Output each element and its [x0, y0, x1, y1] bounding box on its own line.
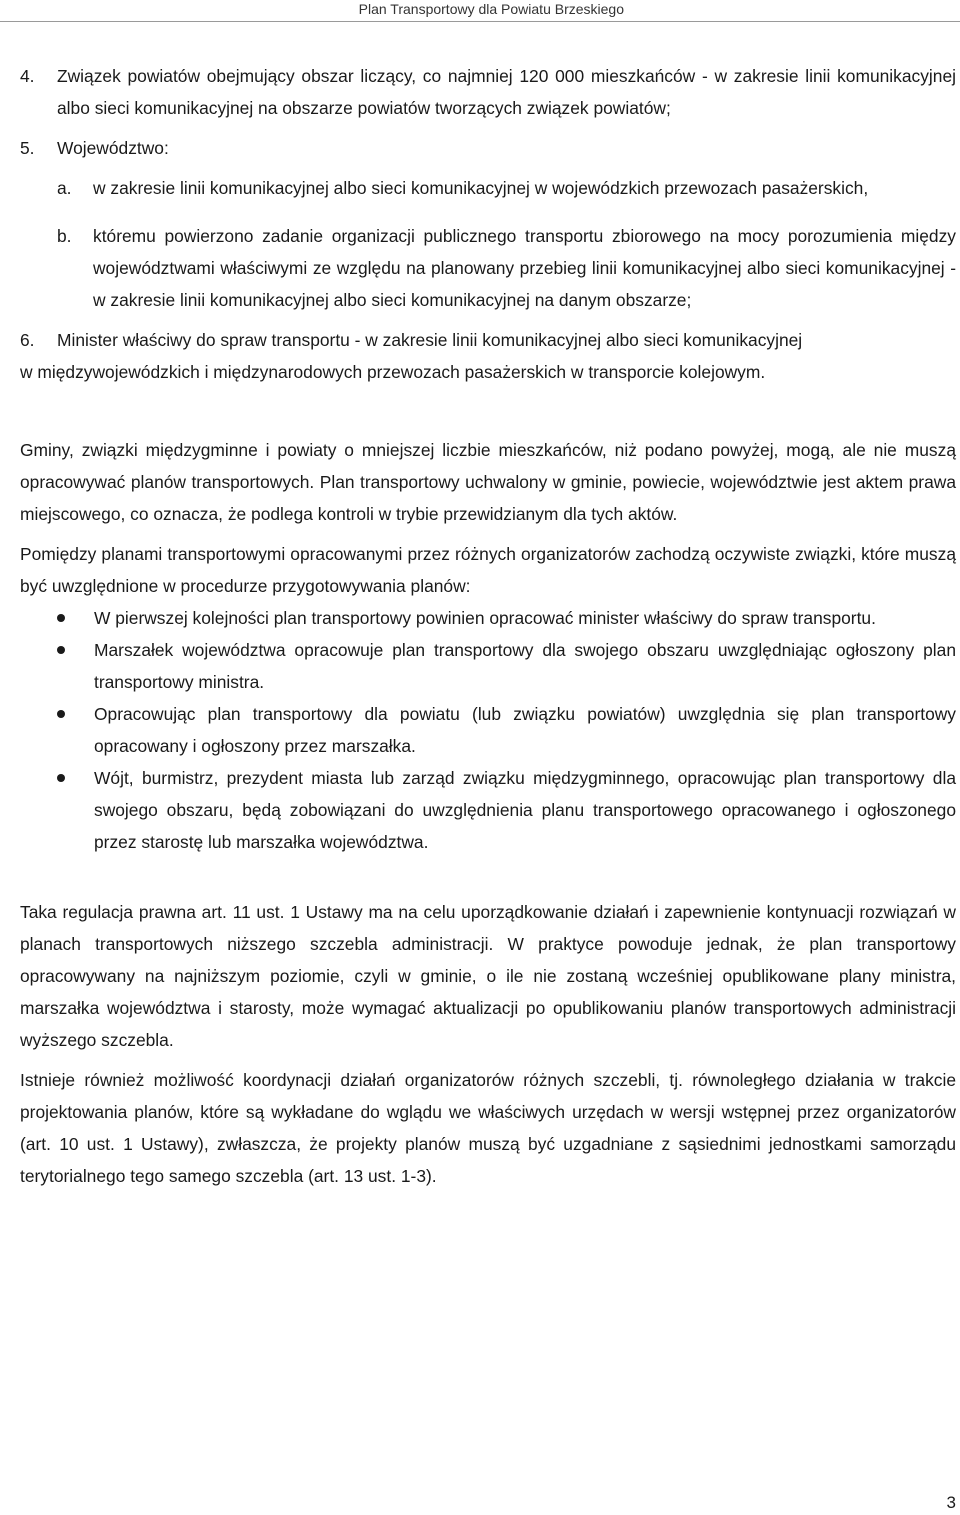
- sub-item-b: [57, 220, 956, 316]
- bullet-item-1: [40, 602, 956, 634]
- page-number: 3: [946, 1493, 956, 1512]
- list-text: [57, 324, 956, 356]
- bullet-icon: [40, 762, 94, 858]
- bullet-text: Wójt, burmistrz, prezydent miasta lub zarząd związku międzygminnego, opracowując plan transportowy dla swojego obszaru, będą zobowiązani do uwzględnienia planu transportowego opracowanego i ogłoszonego przez starostę lub marszałka województwa.: [94, 768, 956, 852]
- page-header: [0, 0, 960, 22]
- bullet-icon: [40, 698, 94, 762]
- bullet-item-2: [40, 634, 956, 698]
- bullet-icon: [40, 602, 94, 634]
- list-text-line1: Minister właściwy do spraw transportu - w zakresie linii komunikacyjnej albo sieci komunikacyjnej: [57, 330, 803, 350]
- list-number: 5.: [20, 138, 35, 158]
- bullet-item-4: [40, 762, 956, 858]
- list-number: 4.: [20, 66, 35, 86]
- sub-letter: b.: [57, 226, 72, 246]
- sub-text: któremu powierzono zadanie organizacji publicznego transportu zbiorowego na mocy porozumienia między województwami właściwymi ze względu na planowany przebieg linii komunikacyjnej albo sieci komunikacyjnej - w zakresie linii komunikacyjnej albo sieci komunikacyjnej na danym obszarze;: [93, 226, 956, 310]
- list-item-5: [20, 132, 956, 164]
- sub-letter: a.: [57, 178, 72, 198]
- paragraph-4: Istnieje również możliwość koordynacji działań organizatorów różnych szczebli, tj. równoległego działania w trakcie projektowania planów, które są wykładane do wglądu we właściwych urzędach w wersji wstępnej przez organizatorów (art. 10 ust. 1 Ustawy), zwłaszcza, że projekty planów muszą być uzgadniane z sąsiednimi jednostkami samorządu terytorialnego tego samego szczebla (art. 13 ust. 1-3).: [20, 1070, 956, 1186]
- list-text: Związek powiatów obejmujący obszar liczący, co najmniej 120 000 mieszkańców - w zakresie linii komunikacyjnej albo sieci komunikacyjnej na obszarze powiatów tworzących związek powiatów;: [57, 66, 956, 118]
- bullet-text: Opracowując plan transportowy dla powiatu (lub związku powiatów) uwzględnia się plan transportowy opracowany i ogłoszony przez marszałka.: [94, 704, 956, 756]
- list-number: 6.: [20, 330, 35, 350]
- bullet-text: Marszałek województwa opracowuje plan transportowy dla swojego obszaru uwzględniając ogłoszony plan transportowy ministra.: [94, 640, 956, 692]
- list-item-6: [20, 324, 956, 356]
- sub-item-a: [57, 172, 956, 204]
- document-body: [20, 60, 956, 1192]
- bullet-item-3: [40, 698, 956, 762]
- list-text: Województwo:: [57, 138, 169, 158]
- document-title: Plan Transportowy dla Powiatu Brzeskiego: [358, 1, 624, 17]
- paragraph-2: Pomiędzy planami transportowymi opracowanymi przez różnych organizatorów zachodzą oczywiste związki, które muszą być uwzględnione w procedurze przygotowywania planów:: [20, 544, 956, 596]
- paragraph-3: Taka regulacja prawna art. 11 ust. 1 Ustawy ma na celu uporządkowanie działań i zapewnienie kontynuacji rozwiązań w planach transportowych niższego szczebla administracji. W praktyce powoduje jednak, że plan transportowy opracowywany na najniższym poziomie, czyli w gminie, o ile nie zostaną wcześniej opublikowane plany ministra, marszałka województwa i starosty, może wymagać aktualizacji po opublikowaniu planów transportowych administracji wyższego szczebla.: [20, 902, 956, 1050]
- bullet-icon: [40, 634, 94, 698]
- list-text-line2: w międzywojewódzkich i międzynarodowych przewozach pasażerskich w transporcie kolejowym.: [20, 362, 766, 382]
- bullet-text: W pierwszej kolejności plan transportowy powinien opracować minister właściwy do spraw transportu.: [94, 608, 876, 628]
- list-item-4: [20, 60, 956, 124]
- sub-text: w zakresie linii komunikacyjnej albo sieci komunikacyjnej w wojewódzkich przewozach pasażerskich,: [93, 178, 869, 198]
- paragraph-1: Gminy, związki międzygminne i powiaty o mniejszej liczbie mieszkańców, niż podano powyżej, mogą, ale nie muszą opracowywać planów transportowych. Plan transportowy uchwalony w gminie, powiecie, województwie jest aktem prawa miejscowego, co oznacza, że podlega kontroli w trybie przewidzianym dla tych aktów.: [20, 440, 956, 524]
